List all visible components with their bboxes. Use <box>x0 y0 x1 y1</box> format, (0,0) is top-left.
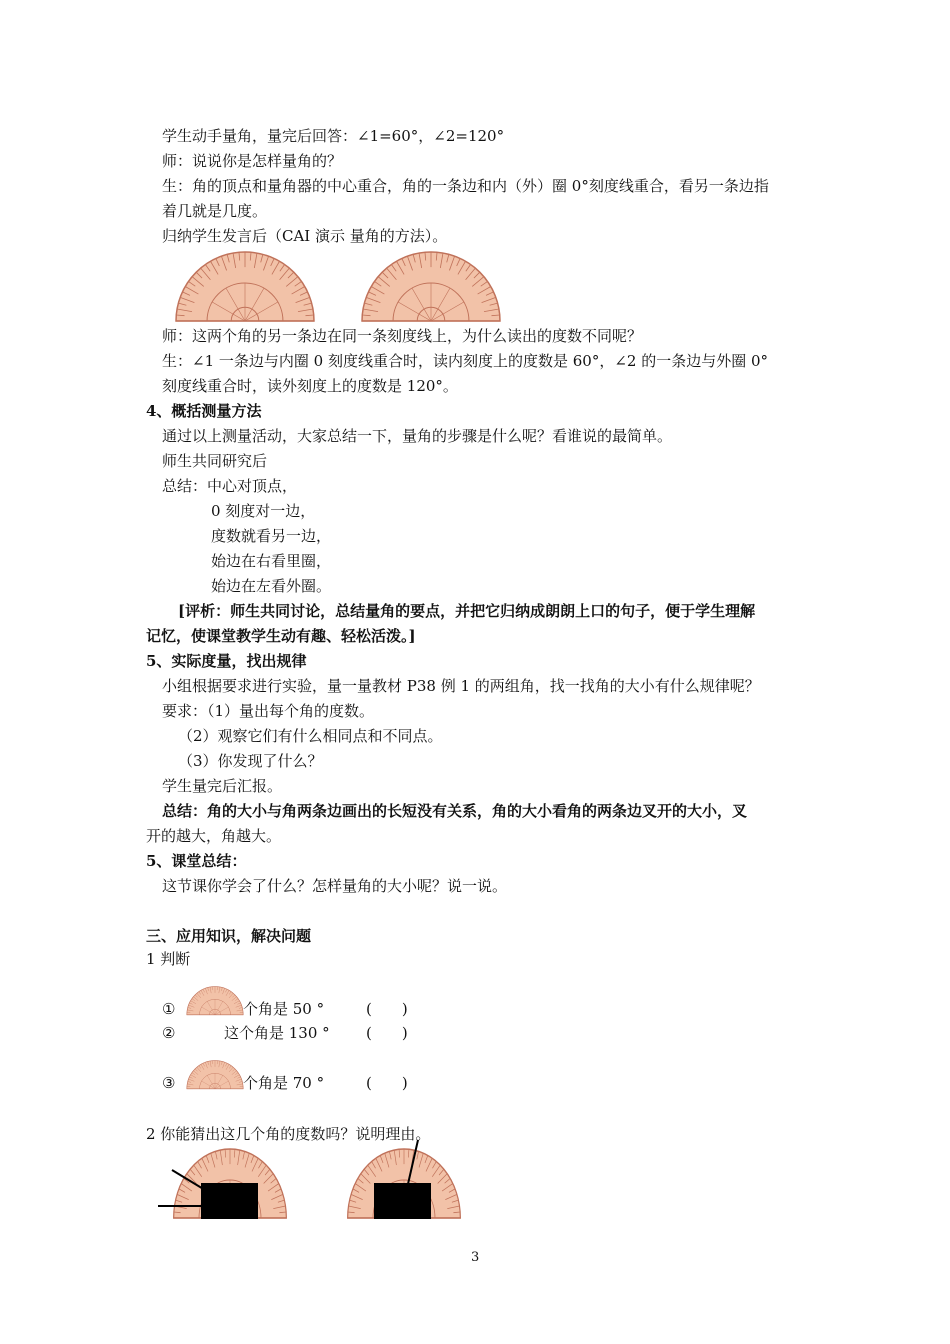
text-line: 着几就是几度。 <box>162 202 268 220</box>
text-line: 2 你能猜出这几个角的度数吗？说明理由。 <box>146 1125 431 1143</box>
protractor-image <box>186 984 244 1017</box>
text-line: 要求：（1）量出每个角的度数。 <box>162 702 375 720</box>
text-line: 这节课你学会了什么？怎样量角的大小呢？说一说。 <box>162 877 508 895</box>
text-line: 始边在左看外圈。 <box>211 577 332 595</box>
text-line: 学生量完后汇报。 <box>162 777 283 795</box>
text-line: 师：说说你是怎样量角的？ <box>162 152 343 170</box>
text-line: 师生共同研究后 <box>162 452 268 470</box>
text-line: 始边在右看里圈， <box>211 552 332 570</box>
section-heading: 4、概括测量方法 <box>146 402 262 420</box>
judge-statement: 个角是 70 ° <box>243 1074 325 1092</box>
item-number: ② <box>162 1024 176 1042</box>
judge-statement: 个角是 50 ° <box>243 1000 325 1018</box>
answer-paren[interactable]: ( ) <box>366 1024 408 1042</box>
text-line: （3）你发现了什么？ <box>178 752 323 770</box>
section-heading: 5、课堂总结： <box>146 852 247 870</box>
item-number: ③ <box>162 1074 176 1092</box>
judge-statement: 这个角是 130 ° <box>224 1024 330 1042</box>
comment-text: 记忆，使课堂教学生动有趣、轻松活泼。] <box>146 627 416 645</box>
text-line: 度数就看另一边， <box>211 527 332 545</box>
text-line: 归纳学生发言后（CAI 演示 量角的方法）。 <box>162 227 448 245</box>
text-line: 通过以上测量活动，大家总结一下，量角的步骤是什么呢？看谁说的最简单。 <box>162 427 673 445</box>
text-line: 刻度线重合时，读外刻度上的度数是 120°。 <box>162 377 458 395</box>
section-heading: 三、应用知识，解决问题 <box>146 927 312 945</box>
protractor-image <box>360 249 502 323</box>
text-line: 小组根据要求进行实验，量一量教材 P38 例 1 的两组角，找一找角的大小有什么规律呢？ <box>162 677 760 695</box>
text-line: 0 刻度对一边， <box>211 502 316 520</box>
answer-paren[interactable]: ( ) <box>366 1074 408 1092</box>
text-line: 师：这两个角的另一条边在同一条刻度线上，为什么读出的度数不同呢？ <box>162 327 643 345</box>
protractor-image <box>186 1058 244 1091</box>
text-line: （2）观察它们有什么相同点和不同点。 <box>178 727 443 745</box>
text-line: 学生动手量角，量完后回答：∠1=60°，∠2=120° <box>162 127 505 145</box>
text-line: 总结：中心对顶点， <box>162 477 298 495</box>
summary-text: 总结：角的大小与角两条边画出的长短没有关系，角的大小看角的两条边叉开的大小，叉 <box>162 802 748 820</box>
section-heading: 5、实际度量，找出规律 <box>146 652 307 670</box>
comment-text: [评析：师生共同讨论，总结量角的要点，并把它归纳成朗朗上口的句子，便于学生理解 <box>178 602 756 620</box>
text-line: 1 判断 <box>146 950 191 968</box>
summary-text: 开的越大，角越大。 <box>146 827 282 845</box>
cover-block <box>374 1183 431 1219</box>
answer-paren[interactable]: ( ) <box>366 1000 408 1018</box>
text-line: 生：∠1 一条边与内圈 0 刻度线重合时，读内刻度上的度数是 60°，∠2 的一条边与外圈 0° <box>162 352 769 370</box>
cover-block <box>201 1183 258 1219</box>
protractor-image <box>174 249 316 323</box>
angle-ray <box>400 1138 430 1188</box>
item-number: ① <box>162 1000 176 1018</box>
page-number: 3 <box>471 1250 480 1265</box>
text-line: 生：角的顶点和量角器的中心重合，角的一条边和内（外）圈 0°刻度线重合，看另一条边指 <box>162 177 769 195</box>
